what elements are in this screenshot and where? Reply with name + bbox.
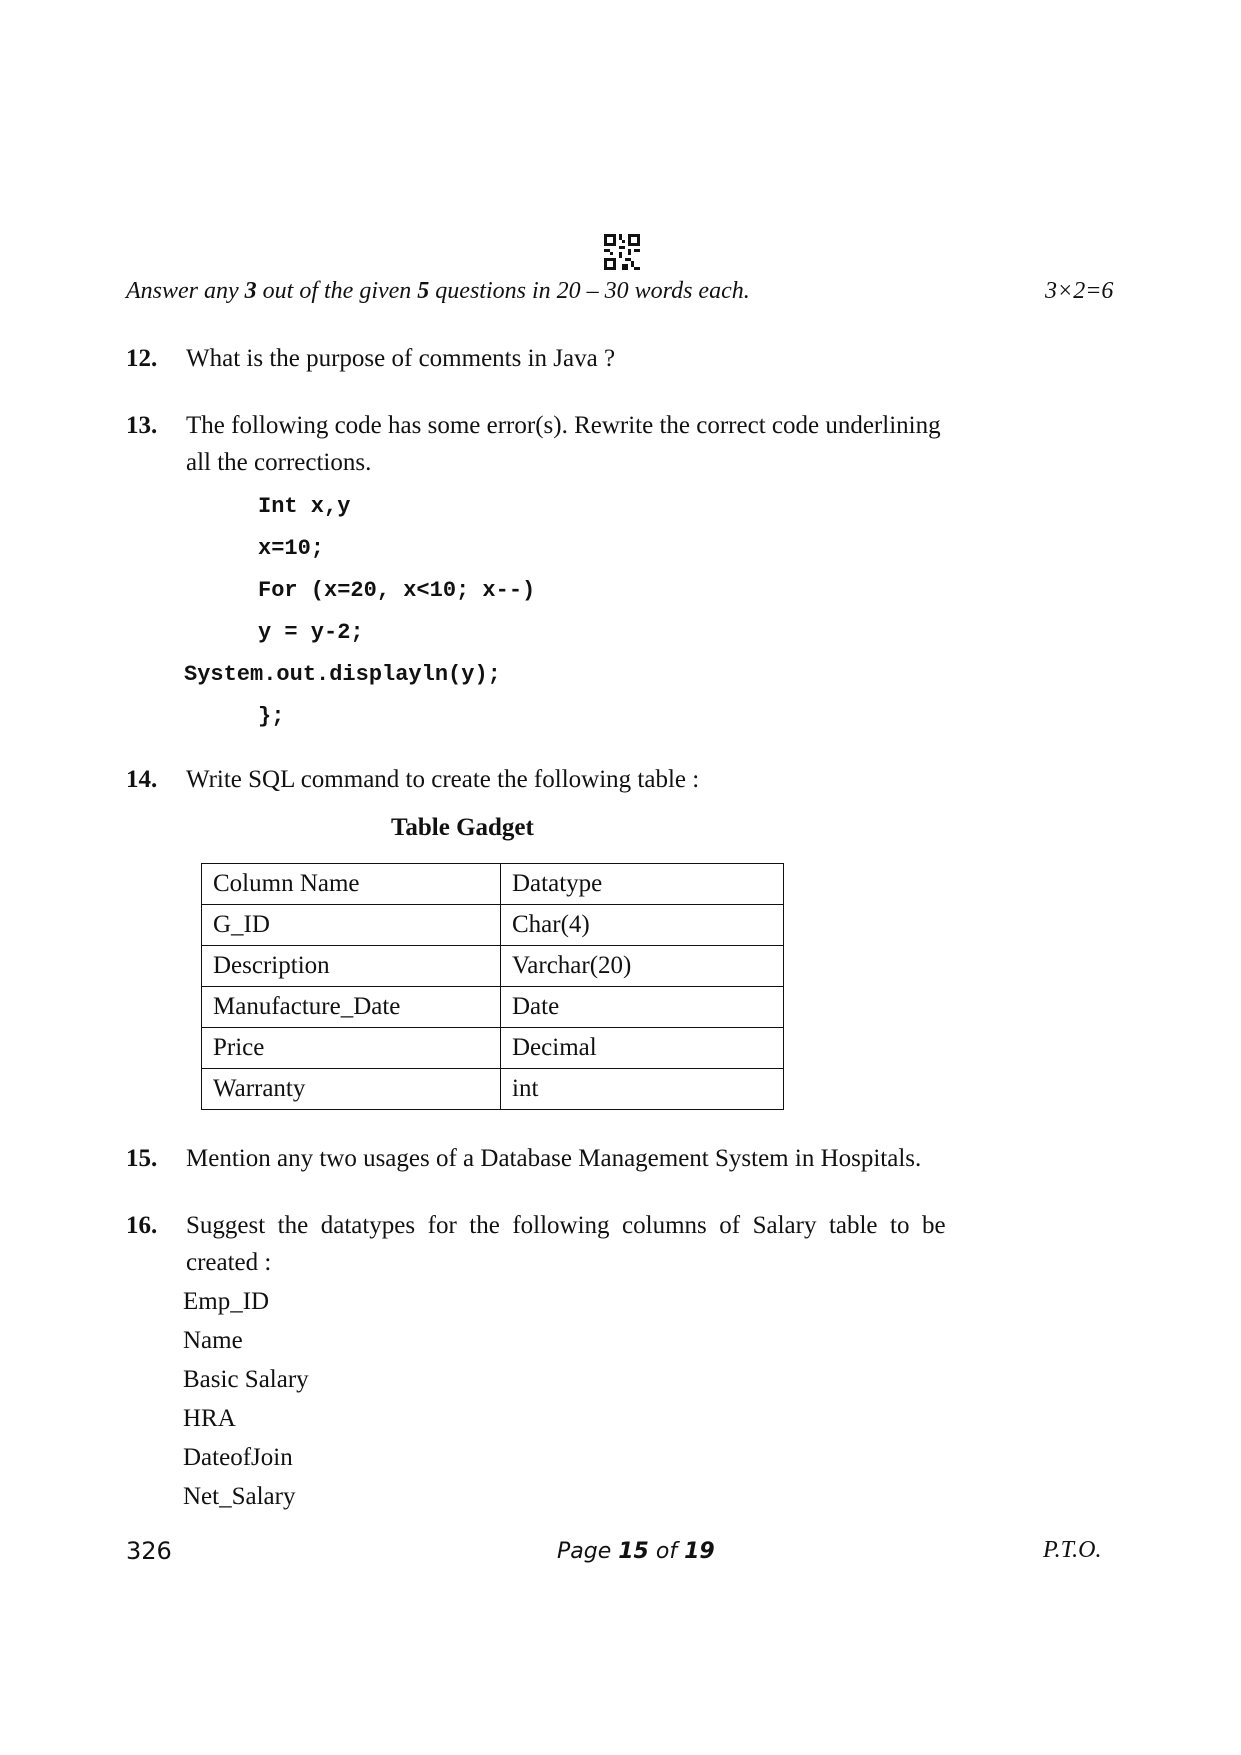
table-row [202,864,784,905]
paper-code: 326 [126,1537,172,1565]
question-text: Write SQL command to create the following table : [186,766,700,793]
question-text: created : [186,1249,272,1276]
table-cell: G_ID [202,905,501,946]
table-cell: Varchar(20) [501,946,784,987]
table-row [202,1069,784,1110]
table-row [202,1028,784,1069]
table-row [202,905,784,946]
list-item: HRA [183,1405,236,1432]
list-item: DateofJoin [183,1444,293,1471]
question-number: 15. [126,1145,158,1172]
table-cell: Description [202,946,501,987]
table-cell: Column Name [202,864,501,905]
gadget-table [201,863,784,1110]
table-cell: Decimal [501,1028,784,1069]
list-item: Emp_ID [183,1288,270,1315]
table-row [202,987,784,1028]
question-text: Suggest the datatypes for the following columns of Salary table to be [186,1212,946,1239]
question-number: 12. [126,345,158,372]
list-item: Name [183,1327,243,1354]
question-number: 16. [126,1212,158,1239]
table-row [202,946,784,987]
question-number: 14. [126,766,158,793]
qr-code-icon [604,234,640,270]
code-line: }; [258,704,285,729]
question-text: all the corrections. [186,449,372,476]
section-instruction: Answer any 3 out of the given 5 questions in 20 – 30 words each. [126,278,750,304]
table-cell: Warranty [202,1069,501,1110]
question-text: What is the purpose of comments in Java ? [186,345,616,372]
table-cell: Char(4) [501,905,784,946]
code-line: x=10; [258,536,325,561]
table-title: Table Gadget [391,814,534,841]
table-cell: Price [202,1028,501,1069]
list-item: Basic Salary [183,1366,309,1393]
table-cell: Date [501,987,784,1028]
table-cell: Datatype [501,864,784,905]
list-item: Net_Salary [183,1483,296,1510]
code-line: For (x=20, x<10; x--) [258,578,536,603]
page-number: Page 15 of 19 [557,1539,715,1564]
question-text: The following code has some error(s). Rewrite the correct code underlining [186,412,941,439]
code-line: y = y-2; [258,620,364,645]
code-line: Int x,y [258,494,351,519]
table-cell: int [501,1069,784,1110]
question-number: 13. [126,412,158,439]
table-cell: Manufacture_Date [202,987,501,1028]
section-marks: 3×2=6 [1045,278,1114,304]
code-line: System.out.displayln(y); [184,662,501,687]
question-text: Mention any two usages of a Database Management System in Hospitals. [186,1145,922,1172]
pto-label: P.T.O. [1043,1537,1102,1563]
